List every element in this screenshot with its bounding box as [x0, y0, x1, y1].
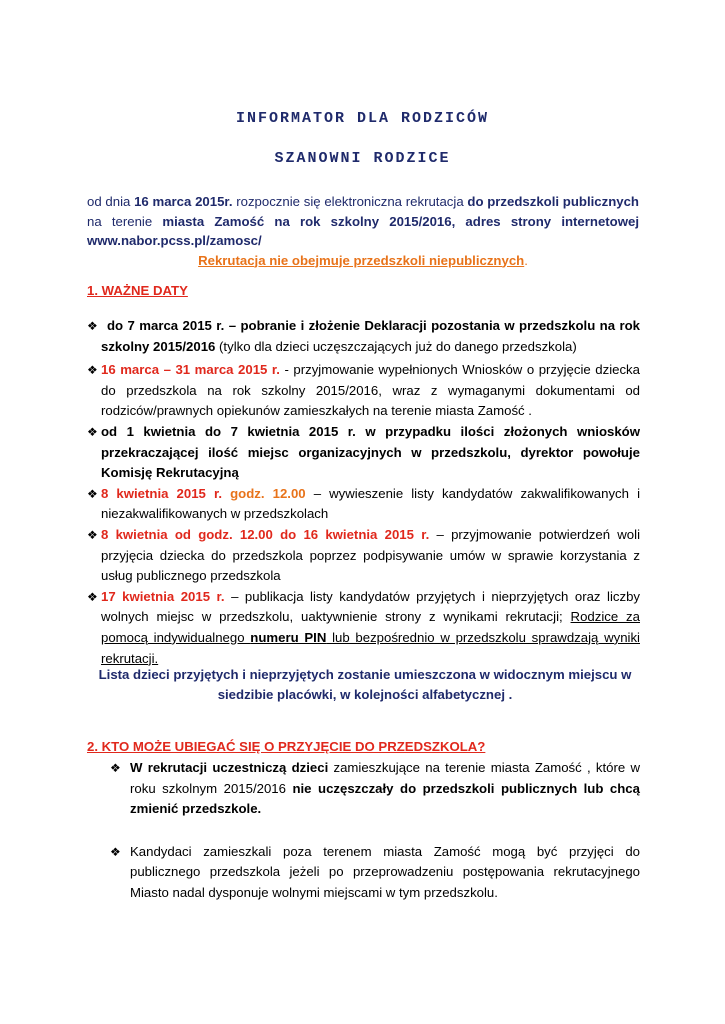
item-text: - przyjmowanie wypełnionych Wniosków o przyjęcie dziecka do przedszkola na rok szkolny 2015/2016, wraz z wymaganymi dokumentami od rodziców/prawnych opiekunów zamieszkałych na terenie miasta Zamość .	[101, 362, 640, 419]
item-text: zamieszkujące na terenie miasta Zamość , które w roku szkolnym 2015/2016	[130, 760, 640, 796]
list-item	[87, 360, 640, 422]
bullet-icon: ❖	[110, 844, 121, 859]
page-title: INFORMATOR DLA RODZICÓW	[235, 110, 490, 127]
list-placement-note: Lista dzieci przyjętych i nieprzyjętych zostanie umieszczona w widocznym miejscu w siedzibie placówki, w kolejności alfabetycznej .	[98, 667, 632, 702]
item-text: – publikacja listy kandydatów przyjętych i nieprzyjętych oraz liczby wolnych miejsc w przedszkolu, uaktywnienie strony z wynikami rekrutacji;	[101, 588, 640, 625]
bullet-icon: ❖	[87, 486, 98, 501]
bullet-icon: ❖	[87, 363, 98, 378]
item-date: 17 kwietnia 2015 r.	[101, 588, 225, 604]
item-text-underlined: Rodzice za pomocą indywidualnego	[101, 609, 640, 645]
list-item	[87, 484, 640, 525]
page-subtitle: SZANOWNI RODZICE	[274, 150, 451, 167]
list-item	[87, 587, 640, 669]
list-item	[87, 525, 640, 587]
dates-list	[87, 316, 640, 669]
intro-city-url: miasta Zamość na rok szkolny 2015/2016, adres strony internetowej www.nabor.pcss.pl/zamosc/	[87, 213, 639, 248]
item-text: (tylko dla dzieci uczęszczających już do danego przedszkola)	[215, 338, 577, 354]
item-time: godz. 12.00	[230, 485, 306, 501]
list-item	[110, 758, 640, 820]
intro-note: Rekrutacja nie obejmuje przedszkoli niepublicznych	[198, 252, 525, 268]
bullet-icon: ❖	[87, 319, 98, 333]
bullet-icon: ❖	[110, 761, 121, 775]
item-text: Kandydaci zamieszkali poza terenem miasta Zamość mogą być przyjęci do publicznego przedszkola jeżeli po przeprowadzeniu postępowania rekrutacyjnego Miasto nadal dysponuje wolnymi miejscami w tym przedszkolu.	[130, 843, 640, 900]
item-text: do 7 marca 2015 r. – pobranie i złożenie Deklaracji pozostania w przedszkolu na rok szkolny 2015/2016	[101, 318, 640, 354]
eligibility-list	[110, 758, 640, 904]
section-title-dates: 1. WAŻNE DATY	[87, 283, 188, 298]
list-item	[87, 316, 640, 357]
item-date: 8 kwietnia 2015 r.	[101, 485, 223, 501]
item-text-underlined: lub bezpośrednio w przedszkolu sprawdzają wyniki rekrutacji.	[101, 629, 640, 666]
section-title-eligibility: 2. KTO MOŻE UBIEGAĆ SIĘ O PRZYJĘCIE DO PRZEDSZKOLA?	[87, 739, 486, 754]
item-date: 8 kwietnia od godz. 12.00 do 16 kwietnia 2015 r.	[101, 526, 430, 542]
item-date: 16 marca – 31 marca 2015 r.	[101, 362, 280, 378]
list-item	[87, 422, 640, 484]
intro-text: na terenie	[87, 213, 163, 229]
bullet-icon: ❖	[87, 424, 98, 439]
item-text: od 1 kwietnia do 7 kwietnia 2015 r. w przypadku ilości złożonych wniosków przekraczającej ilość miejsc organizacyjnych w przedszkolu, dyrektor powołuje Komisję Rekrutacyjną	[101, 423, 640, 481]
bullet-icon: ❖	[87, 527, 98, 542]
intro-highlight: do przedszkoli publicznych	[467, 194, 639, 209]
item-text: – wywieszenie listy kandydatów zakwalifikowanych i niezakwalifikowanych w przedszkolach	[101, 485, 640, 522]
item-pin: numeru PIN	[250, 629, 327, 645]
intro-text: rozpocznie się elektroniczna rekrutacja	[232, 194, 468, 209]
item-text: W rekrutacji uczestniczą dzieci	[130, 760, 329, 775]
intro-text: od dnia	[87, 194, 135, 209]
item-text: nie uczęszczały do przedszkoli publicznych lub chcą zmienić przedszkole.	[130, 780, 640, 817]
list-item	[110, 842, 640, 904]
bullet-icon: ❖	[87, 589, 98, 604]
intro-date: 16 marca 2015r.	[134, 194, 233, 209]
intro-paragraph	[87, 192, 639, 270]
intro-note-dot: .	[524, 252, 528, 268]
item-text: – przyjmowanie potwierdzeń woli przyjęcia dziecka do przedszkola poprzez podpisywanie umów w sprawie korzystania z usług publicznego przedszkola	[101, 526, 640, 584]
